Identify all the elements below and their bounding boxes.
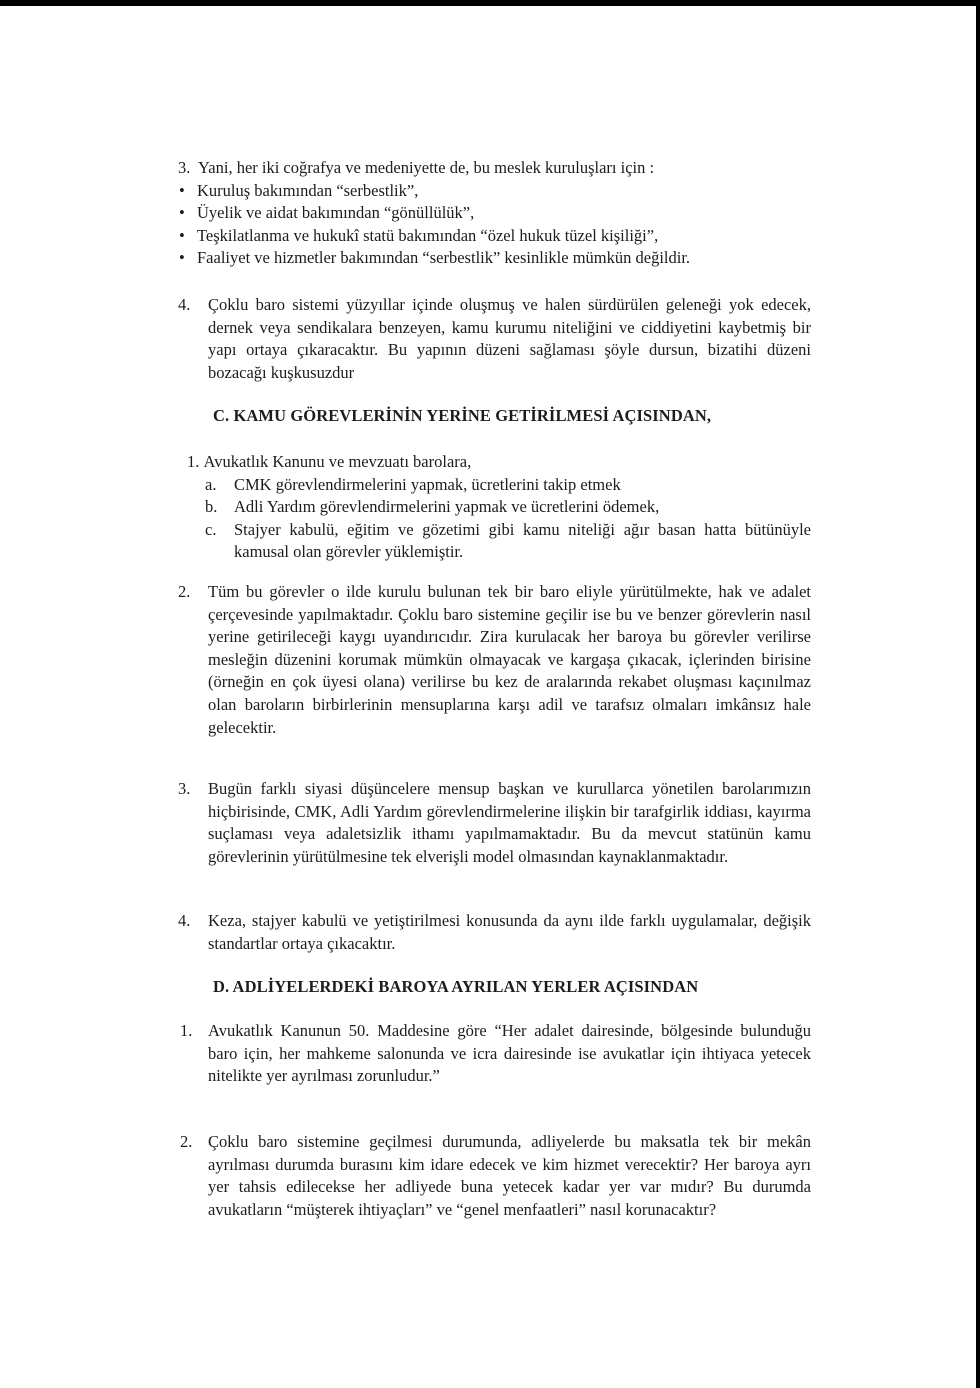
list-item-c1 bbox=[187, 451, 811, 564]
bullet-list bbox=[178, 180, 818, 270]
sub-item-c bbox=[205, 519, 811, 564]
list-item-b3 bbox=[178, 157, 818, 270]
list-item-b4 bbox=[178, 294, 811, 384]
bullet-item: • Faaliyet ve hizmetler bakımından “serbestlik” kesinlikle mümkün değildir. bbox=[178, 247, 818, 270]
sub-item-a bbox=[205, 474, 811, 497]
item-text: Çoklu baro sistemi yüzyıllar içinde oluşmuş ve halen sürdürülen geleneği yok edecek, dernek veya sendikalara benzeyen, kamu kurumu niteliğini ve ciddiyetini kaybetmiş bir yapı ortaya çıkaracaktır. Bu yapının düzeni sağlaması şöyle dursun, bizatihi düzeni bozacağı kuşkusuzdur bbox=[208, 295, 811, 382]
sub-item-label: a. bbox=[205, 474, 217, 494]
bullet-item: • Üyelik ve aidat bakımından “gönüllülük”, bbox=[178, 202, 818, 225]
sub-item-text: CMK görevlendirmelerini yapmak, ücretlerini takip etmek bbox=[234, 474, 621, 494]
item-number: 3. bbox=[178, 158, 191, 177]
sub-item-text: Stajyer kabulü, eğitim ve gözetimi gibi kamu niteliği ağır basan hatta bütünüyle kamusal olan görevler yüklemiştir. bbox=[234, 519, 811, 562]
bullet-item: • Kuruluş bakımından “serbestlik”, bbox=[178, 180, 818, 203]
item-text: Bugün farklı siyasi düşüncelere mensup başkan ve kurullarca yönetilen barolarımızın hiçbirisinde, CMK, Adli Yardım görevlendirmelerine ilişkin bir tarafgirlik iddiası, kayırma suçlaması veya adaletsizlik ithamı yapılmamaktadır. Bu da mevcut statünün kamu görevlerinin yürütülmesine tek elverişli model olmasından kaynaklanmaktadır. bbox=[208, 779, 811, 866]
item-number: 2. bbox=[178, 582, 191, 601]
sub-item-label: b. bbox=[205, 497, 218, 517]
sub-item-text: Adli Yardım görevlendirmelerini yapmak ve ücretlerini ödemek, bbox=[234, 497, 660, 517]
section-c-heading: C. KAMU GÖREVLERİNİN YERİNE GETİRİLMESİ AÇISINDAN, bbox=[213, 406, 712, 425]
item-text: Tüm bu görevler o ilde kurulu bulunan tek bir baro eliyle yürütülmekte, hak ve adalet çerçevesinde yapılmaktadır. Çoklu baro sistemine geçilir ise bu ve benzer görevlerin nasıl yerine getirileceği kaygı uyandırıcıdır. Zira kurulacak her baroya bu görevler verilirse mesleğin düzenini korumak mümkün olmayacak ve kargaşa çıkacak, içlerinden birisine (örneğin en çok üyesi olana) verilirse bu kez de aralarında rekabet oluşması kaçınılmaz olan baroların birbirlerinin mensuplarına karşı adil ve tarafsız olmaları imkânsız hale gelecektir. bbox=[208, 582, 811, 737]
item-text: Avukatlık Kanunun 50. Maddesine göre “Her adalet dairesinde, bölgesinde bulunduğu baro için, her mahkeme salonunda ve icra dairesinde ise avukatlar için ihtiyaca yetecek nitelikte yer ayrılması zorunludur.” bbox=[208, 1021, 811, 1086]
item-number: 2. bbox=[180, 1132, 193, 1151]
item-number: 4. bbox=[178, 911, 191, 930]
item-number: 1. bbox=[187, 452, 200, 471]
list-item-c4 bbox=[178, 910, 811, 955]
list-item-d1 bbox=[180, 1020, 811, 1088]
sub-item-b bbox=[205, 496, 811, 519]
bullet-item: • Teşkilatlanma ve hukukî statü bakımından “özel hukuk tüzel kişiliği”, bbox=[178, 225, 818, 248]
item-text: Çoklu baro sistemine geçilmesi durumunda, adliyelerde bu maksatla tek bir mekân ayrılması durumda burasını kim idare edecek ve kim hizmet verecektir? Her baroya ayrı yer tahsis edilecekse her adliyede buna yetecek kadar yer var mıdır? Bu durumda avukatların “müşterek ihtiyaçları” ve “genel menfaatleri” nasıl korunacaktır? bbox=[208, 1132, 811, 1219]
item-text: Keza, stajyer kabulü ve yetiştirilmesi konusunda da aynı ilde farklı uygulamalar, değişik standartlar ortaya çıkacaktır. bbox=[208, 911, 811, 953]
list-item-c3 bbox=[178, 778, 811, 868]
item-number: 3. bbox=[178, 779, 191, 798]
list-item-d2 bbox=[180, 1131, 811, 1221]
section-d-heading: D. ADLİYELERDEKİ BAROYA AYRILAN YERLER AÇISINDAN bbox=[213, 977, 699, 996]
item-intro: Yani, her iki coğrafya ve medeniyette de, bu meslek kuruluşları için : bbox=[198, 158, 655, 177]
item-number: 4. bbox=[178, 295, 191, 314]
item-intro: Avukatlık Kanunu ve mevzuatı barolara, bbox=[203, 452, 472, 471]
item-number: 1. bbox=[180, 1021, 193, 1040]
sub-item-label: c. bbox=[205, 519, 217, 539]
list-item-c2 bbox=[178, 581, 811, 739]
